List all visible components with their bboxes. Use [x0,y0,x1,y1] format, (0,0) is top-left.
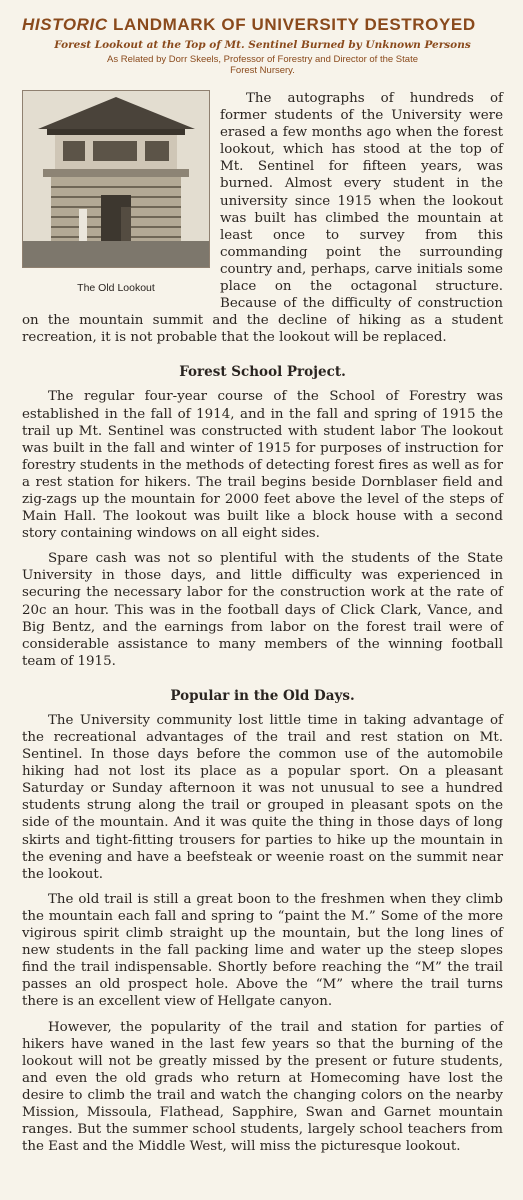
intro-paragraph: The autographs of hundreds of former students of the University were erased a few months ago when the forest lookout, which has stood at the top of Mt. Sentinel for fifteen years, was burned. Almost every student in the university since 1915 when the lookout was built has climbed the mountain at least once to survey from this commanding point the surrounding country and, perhaps, carve initials some place on the octagonal structure. Because of the difficulty of construction on the mountain summit and the decline of hiking as a student recreation, it is not probable that the lookout will be replaced. [22,91,503,346]
paragraph-popular-3: However, the popularity of the trail and station for parties of hikers have waned in the last few years so that the burning of the lookout will not be greatly missed by the present or future students, and even the old grads who return at Homecoming have lost the desire to climb the trail and watch the changing colors on the nearby Mission, Missoula, Flathead, Sapphire, Swan and Garnet mountain ranges. But the summer school students, largely school teachers from the East and the Middle West, will miss the picturesque lookout. [22,1019,503,1155]
headline-rest: LANDMARK OF UNIVERSITY DESTROYED [113,15,476,34]
byline-line-2: Forest Nursery. [230,65,295,76]
intro-section [22,90,503,346]
paragraph-forest-school-2: Spare cash was not so plentiful with the students of the State University in those days, and little difficulty was experienced in securing the necessary labor for the construction work at the rate of 20c an hour. This was in the football days of Click Clark, Vance, and Big Bentz, and the earnings from labor on the forest trail were of considerable assistance to many members of the winning football team of 1915. [22,551,503,669]
lookout-photo [22,90,210,268]
lookout-illustration [23,91,209,267]
section-title-forest-school: Forest School Project. [179,364,346,381]
byline-line-1: As Related by Dorr Skeels, Professor of Forestry and Director of the State [107,54,418,65]
headline-first-word: HISTORIC [22,15,108,34]
headline [22,14,503,36]
paragraph-forest-school-1: The regular four-year course of the School of Forestry was established in the fall of 1914, and in the fall and spring of 1915 the trail up Mt. Sentinel was constructed with student labor The lookout was built in the fall and winter of 1915 for purposes of instruction for forestry students in the methods of detecting forest fires as well as for a rest station for hikers. The trail begins beside Dornblaser field and zig-zags up the mountain for 2000 feet above the level of the steps of Main Hall. The lookout was built like a block house with a second story containing windows on all eight sides. [22,389,503,542]
section-title-popular: Popular in the Old Days. [170,687,355,704]
subhead: Forest Lookout at the Top of Mt. Sentinel Burned by Unknown Persons [54,39,471,51]
paragraph-popular-2: The old trail is still a great boon to the freshmen when they climb the mountain each fall and spring to “paint the M.” Some of the more vigirous spirit climb straight up the mountain, but the long lines of new students in the fall packing lime and water up the steep slopes find the trail indispensable. Shortly before reaching the “M” the trail passes an old prospect hole. Above the “M” where the trail turns there is an excellent view of Hellgate canyon. [22,891,503,1010]
paragraph-popular-1: The University community lost little time in taking advantage of the recreational advantages of the trail and rest station on Mt. Sentinel. In those days before the common use of the automobile hiking had not lost its place as a popular sport. On a pleasant Saturday or Sunday afternoon it was not unusual to see a hundred students strung along the trail or grouped in pleasant spots on the side of the mountain. And it was quite the thing in those days of long skirts and tight-fitting trousers for parties to hike up the mountain in the evening and have a beefsteak or weenie roast on the summit near the lookout. [22,712,503,882]
lookout-figure [22,90,210,294]
byline [22,54,503,76]
photo-caption: The Old Lookout [77,282,155,294]
